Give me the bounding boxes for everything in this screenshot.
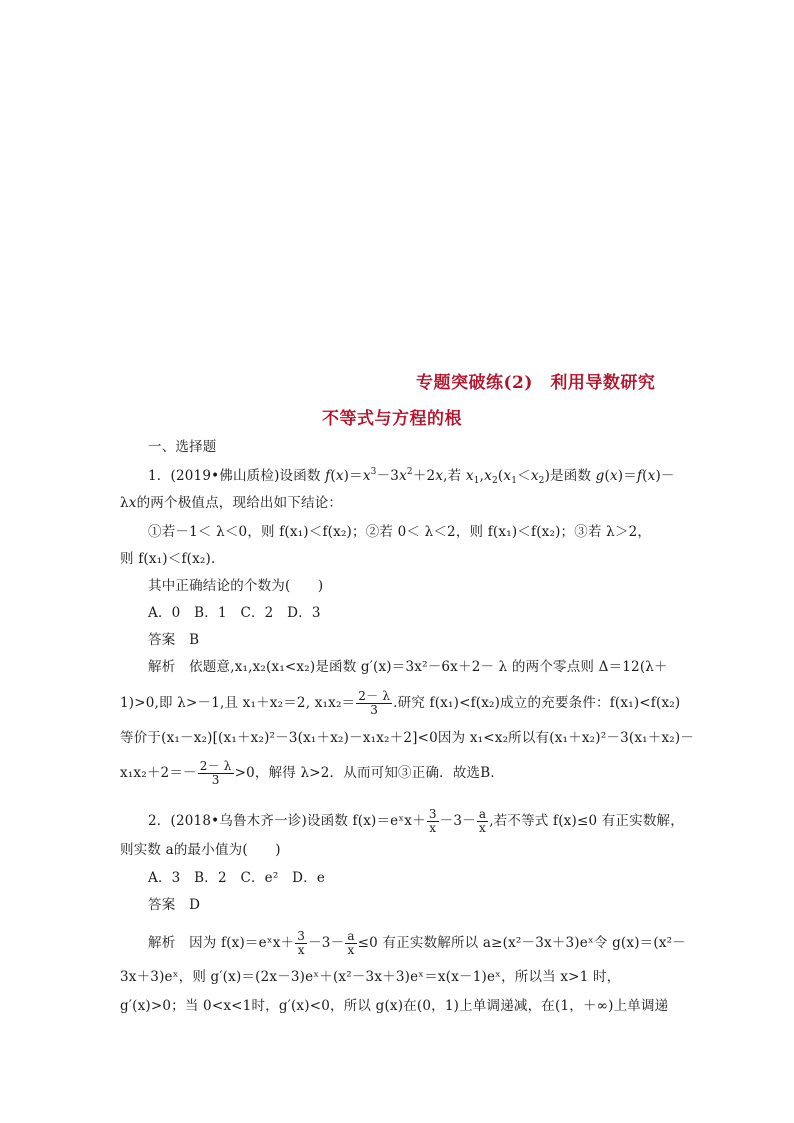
q1-conditions: ①若－1＜ λ＜0，则 f(x₁)＜f(x₂)；②若 0＜ λ＜2，则 f(x₁)＜f(x₂)；③若 λ＞2， <box>148 524 652 540</box>
q2-solution-line-2: 3x＋3)eˣ，则 g′(x)＝(2x－3)eˣ＋(x²－3x＋3)eˣ＝x(x－1)eˣ，所以当 x>1 时， <box>120 969 621 985</box>
q1-solution-line-3: 等价于(x₁－x₂)[(x₁＋x₂)²－3(x₁＋x₂)－x₁x₂＋2]<0因为 x₁<x₂所以有(x₁＋x₂)²－3(x₁＋x₂)－ <box>120 730 695 746</box>
q1-solution-line-2: 1)>0,即 λ>－1,且 x₁＋x₂＝2, x₁x₂＝ $\frac{2- \lambda}{3}$ .研究 f(x₁)<f(x₂)成立的充要条件：f(x₁)<f(x₂) <box>120 689 681 717</box>
q1-solution-line-4: x₁x₂＋2＝－ $\frac{2- \lambda}{3}$ >0，解得 λ>2．从而可知③正确．故选B． <box>120 759 505 787</box>
fraction: $\frac{2- \lambda}{3}$ <box>199 759 232 787</box>
fraction: $\frac{2- \lambda}{3}$ <box>358 689 391 717</box>
doc-title-line-2: 不等式与方程的根 <box>322 409 462 429</box>
q2-line-1: 2．(2018•乌鲁木齐一诊)设函数 f(x)＝eˣx＋ $\frac{3}{x}$ －3－ $\frac{a}{x}$ ,若不等式 f(x)≤0 有正实数解， <box>148 807 684 835</box>
q1-question: 其中正确结论的个数为( ) <box>148 578 324 594</box>
q2-solution-line-3: g′(x)>0；当 0<x<1时，g′(x)<0，所以 g(x)在(0，1)上单调递减，在(1，＋∞)上单调递 <box>120 998 669 1014</box>
section-heading: 一、选择题 <box>148 439 217 455</box>
q1-conditions-cont: 则 f(x₁)＜f(x₂). <box>120 551 216 567</box>
q1-line-1: 1．(2019•佛山质检)设函数 $f(x)=x^3-3x^2+2x$,若 $x_1,x_2(x_1<x_2)$是函数 g(x)＝f(x)－ <box>148 467 675 486</box>
q2-answer: 答案 D <box>148 897 201 913</box>
fraction: $\frac{3}{x}$ <box>428 807 437 835</box>
q1-solution-line-1: 解析 依题意,x₁,x₂(x₁<x₂)是函数 g′(x)＝3x²－6x＋2－ λ 的两个零点则 Δ＝12(λ＋ <box>148 659 668 675</box>
fraction: $\frac{a}{x}$ <box>347 929 355 957</box>
q1-answer: 答案 B <box>148 632 200 648</box>
q2-solution-line-1: 解析 因为 f(x)＝eˣx＋ $\frac{3}{x}$ －3－ $\frac{a}{x}$ ≤0 有正实数解所以 a≥(x²－3x＋3)eˣ令 g(x)＝(x²－ <box>148 929 686 957</box>
fraction: $\frac{3}{x}$ <box>297 929 306 957</box>
q2-line-2: 则实数 a的最小值为( ) <box>120 842 281 858</box>
doc-title-line-1: 专题突破练(2) 利用导数研究 <box>416 373 656 393</box>
q1-options: A．0 B．1 C．2 D．3 <box>148 605 321 621</box>
fraction: $\frac{a}{x}$ <box>478 807 487 835</box>
q2-options: A．3 B．2 C．e² D．e <box>148 870 326 886</box>
q1-line-2: λx的两个极值点，现给出如下结论： <box>120 495 343 511</box>
